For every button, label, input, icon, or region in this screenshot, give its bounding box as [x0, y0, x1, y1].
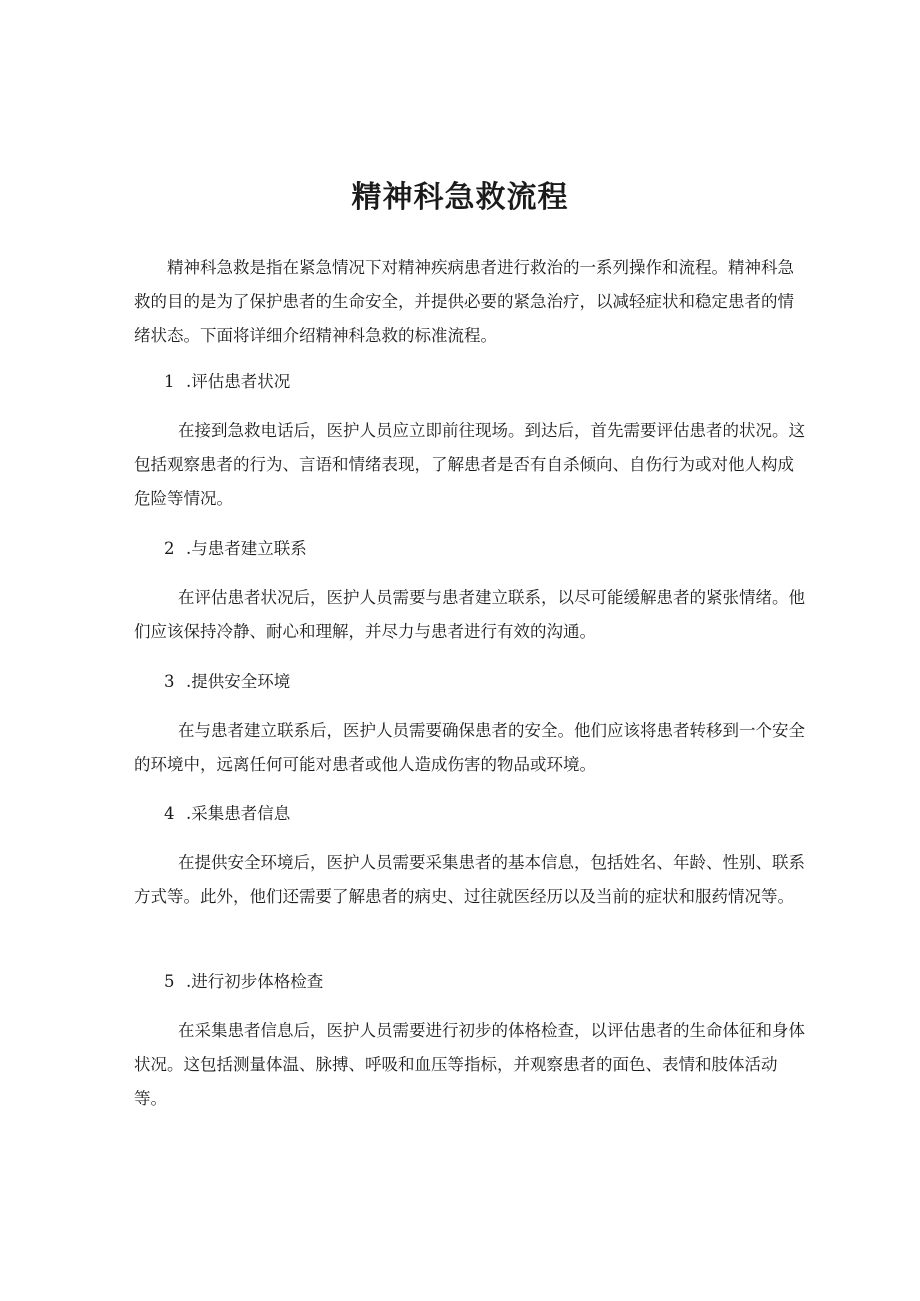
section-heading	[134, 970, 806, 994]
section-body: 在接到急救电话后，医护人员应立即前往现场。到达后，首先需要评估患者的状况。这包括观察患者的行为、言语和情绪表现，了解患者是否有自杀倾向、自伤行为或对他人构成危险等情况。	[134, 421, 805, 508]
section-number: 2	[164, 539, 175, 558]
section-3	[134, 670, 806, 782]
section-number: 3	[164, 672, 175, 691]
section-body: 在采集患者信息后，医护人员需要进行初步的体格检查，以评估患者的生命体征和身体状况。这包括测量体温、脉搏、呼吸和血压等指标，并观察患者的面色、表情和肢体活动等。	[134, 1021, 805, 1108]
section-heading-text: .评估患者状况	[186, 372, 291, 391]
section-1	[134, 370, 806, 516]
document-title: 精神科急救流程	[351, 180, 569, 215]
section-heading	[134, 802, 806, 826]
section-body: 在与患者建立联系后，医护人员需要确保患者的安全。他们应该将患者转移到一个安全的环境中，远离任何可能对患者或他人造成伤害的物品或环境。	[134, 721, 805, 774]
section-heading	[134, 370, 806, 394]
section-heading-text: .进行初步体格检查	[186, 972, 324, 991]
section-heading	[134, 537, 806, 561]
section-number: 5	[164, 972, 175, 991]
section-number: 1	[164, 372, 175, 391]
intro-paragraph: 精神科急救是指在紧急情况下对精神疾病患者进行救治的一系列操作和流程。精神科急救的目的是为了保护患者的生命安全，并提供必要的紧急治疗，以减轻症状和稳定患者的情绪状态。下面将详细介绍精神科急救的标准流程。	[134, 258, 794, 345]
section-4	[134, 802, 806, 914]
section-5	[134, 970, 806, 1116]
section-heading	[134, 670, 806, 694]
section-number: 4	[164, 804, 175, 823]
section-body: 在提供安全环境后，医护人员需要采集患者的基本信息，包括姓名、年龄、性别、联系方式等。此外，他们还需要了解患者的病史、过往就医经历以及当前的症状和服药情况等。	[134, 853, 805, 906]
section-heading-text: .采集患者信息	[186, 804, 291, 823]
section-heading-text: .与患者建立联系	[186, 539, 307, 558]
section-body: 在评估患者状况后，医护人员需要与患者建立联系，以尽可能缓解患者的紧张情绪。他们应该保持冷静、耐心和理解，并尽力与患者进行有效的沟通。	[134, 588, 805, 641]
section-heading-text: .提供安全环境	[186, 672, 291, 691]
section-2	[134, 537, 806, 649]
